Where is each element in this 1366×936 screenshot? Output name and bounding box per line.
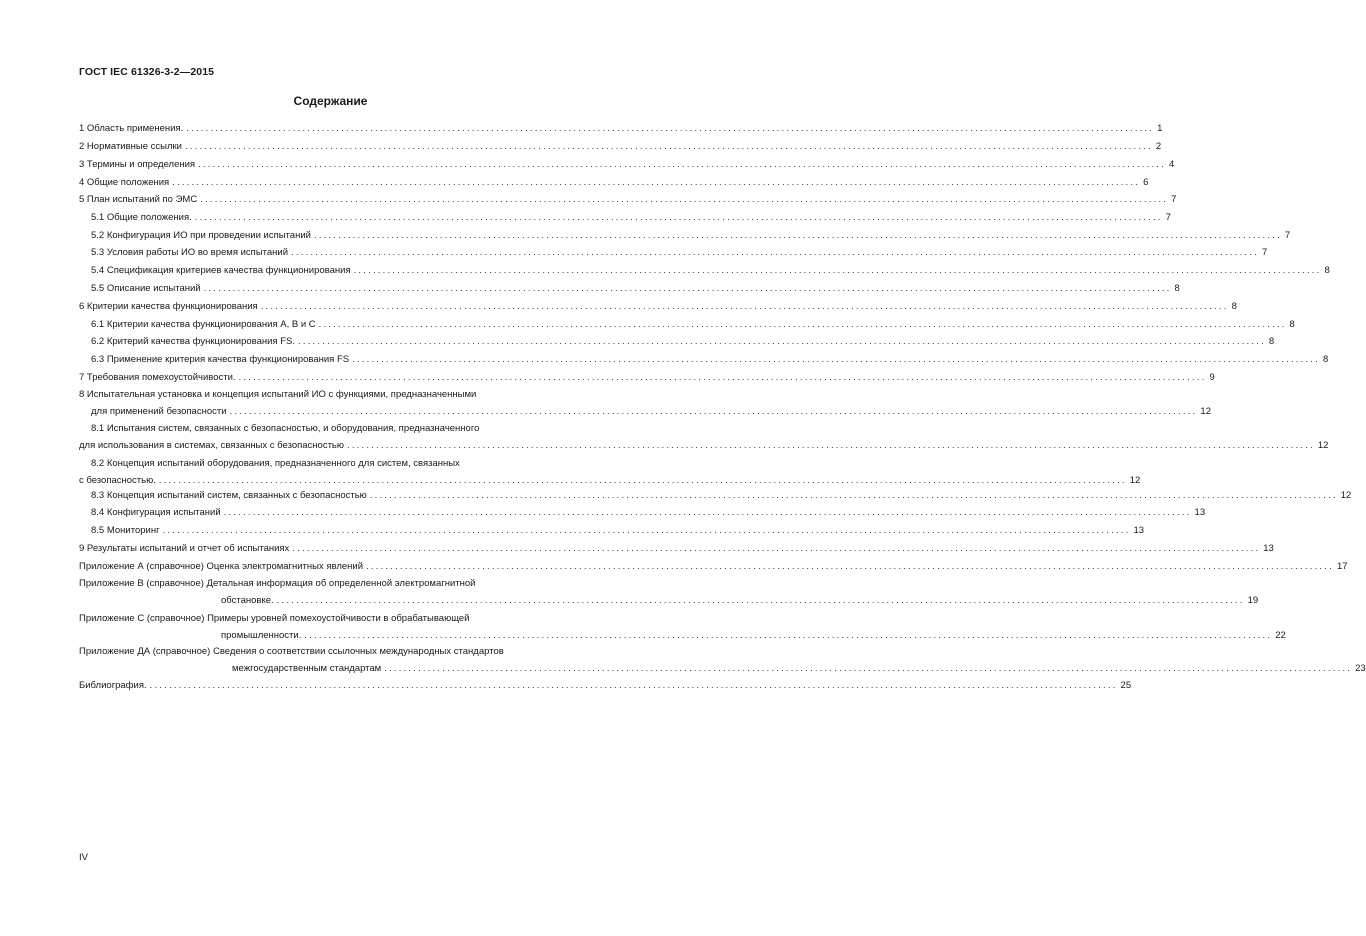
page-number: IV <box>79 852 88 863</box>
toc-page-number: 12 <box>1129 475 1141 486</box>
toc-page-number: 12 <box>1317 440 1329 451</box>
toc-leader-dots: ........................................................................................................................................................................................................ <box>347 440 1315 451</box>
toc-leader-dots: ........................................................................................................................................................................................................ <box>162 525 1131 536</box>
toc-leader-dots: ........................................................................................................................................................................................................ <box>223 507 1192 518</box>
toc-entry-title: 3 Термины и определения <box>79 159 196 170</box>
toc-entry-title: Приложение ДА (справочное) Сведения о соответствии ссылочных международных стандартов <box>79 646 504 657</box>
toc-entry-title: 5.2 Конфигурация ИО при проведении испытаний <box>91 230 311 241</box>
toc-entry-title: 5.1 Общие положения. <box>91 212 192 223</box>
toc-entry-title: 8.3 Концепция испытаний систем, связанных с безопасностью <box>91 490 367 501</box>
toc-page-number: 12 <box>1200 406 1211 417</box>
toc-leader-dots: ........................................................................................................................................................................................................ <box>292 543 1261 554</box>
toc-entry-title: 4 Общие положения <box>79 177 170 188</box>
toc-page-number: 2 <box>1155 141 1162 152</box>
document-code-header: ГОСТ IEC 61326-3-2—2015 <box>79 66 215 78</box>
toc-entry-title: межгосударственным стандартам <box>232 663 382 674</box>
toc-leader-dots: ........................................................................................................................................................................................................ <box>260 301 1229 312</box>
toc-leader-dots: ........................................................................................................................................................................................................ <box>149 680 1118 691</box>
toc-entry-title: 8.1 Испытания систем, связанных с безопасностью, и оборудования, предназначенного <box>91 423 480 434</box>
toc-leader-dots: ........................................................................................................................................................................................................ <box>353 265 1322 276</box>
toc-entry-title: обстановке. <box>221 595 274 606</box>
toc-page-number: 22 <box>1275 630 1286 641</box>
toc-entry-title: 6.1 Критерии качества функционирования А, В и С <box>91 319 316 330</box>
toc-page-number: 4 <box>1168 159 1175 170</box>
toc-entry-title: 8.5 Мониторинг <box>91 525 160 536</box>
toc-page-number: 8 <box>1268 336 1275 347</box>
toc-leader-dots: ........................................................................................................................................................................................................ <box>384 663 1353 674</box>
toc-leader-dots: ........................................................................................................................................................................................................ <box>366 561 1334 572</box>
toc-page-number: 19 <box>1247 595 1259 606</box>
toc-page-number: 12 <box>1340 490 1352 501</box>
toc-entry-title: для использования в системах, связанных с безопасностью <box>79 440 344 451</box>
toc-page-number: 25 <box>1120 680 1132 691</box>
toc-page-number: 7 <box>1171 194 1177 205</box>
toc-page-number: 1 <box>1157 123 1163 134</box>
toc-page-number: 7 <box>1261 247 1268 258</box>
toc-entry-title: 7 Требования помехоустойчивости. <box>79 372 236 383</box>
toc-entry-title: 9 Результаты испытаний и отчет об испытаниях <box>79 543 290 554</box>
toc-page-number: 13 <box>1133 525 1145 536</box>
toc-entry-title: 6 Критерии качества функционирования <box>79 301 258 312</box>
toc-entry-title: 8.4 Конфигурация испытаний <box>91 507 221 518</box>
toc-leader-dots: ........................................................................................................................................................................................................ <box>369 490 1338 501</box>
toc-page-number: 8 <box>1231 301 1237 312</box>
toc-leader-dots: ........................................................................................................................................................................................................ <box>352 354 1320 365</box>
toc-entry-title: с безопасностью. <box>79 475 156 486</box>
toc-entry-title: 5 План испытаний по ЭМС <box>79 194 198 205</box>
toc-entry-title: 2 Нормативные ссылки <box>79 141 182 152</box>
toc-page-number: 17 <box>1336 561 1348 572</box>
toc-entry-title: 5.3 Условия работы ИО во время испытаний <box>91 247 289 258</box>
toc-entry-title: 6.2 Критерий качества функционирования FS. <box>91 336 296 347</box>
toc-leader-dots: ........................................................................................................................................................................................................ <box>198 159 1166 170</box>
toc-entry-title: 1 Область применения. <box>79 123 184 134</box>
toc-leader-dots: ........................................................................................................................................................................................................ <box>229 406 1198 417</box>
toc-entry-title: Приложение А (справочное) Оценка электромагнитных явлений <box>79 561 364 572</box>
toc-leader-dots: ........................................................................................................................................................................................................ <box>276 595 1245 606</box>
toc-page-number: 13 <box>1263 543 1274 554</box>
toc-page-number: 7 <box>1165 212 1171 223</box>
toc-page-number: 8 <box>1322 354 1329 365</box>
toc-page-number: 6 <box>1143 177 1149 188</box>
toc-leader-dots: ........................................................................................................................................................................................................ <box>194 212 1163 223</box>
toc-leader-dots: ........................................................................................................................................................................................................ <box>203 283 1172 294</box>
toc-entry-title: 8 Испытательная установка и концепция испытаний ИО с функциями, предназначенными <box>79 389 477 400</box>
toc-page-number: 8 <box>1174 283 1180 294</box>
toc-leader-dots: ........................................................................................................................................................................................................ <box>158 475 1127 486</box>
toc-entry-title: Библиография. <box>79 680 147 691</box>
toc-leader-dots: ........................................................................................................................................................................................................ <box>304 630 1273 641</box>
toc-leader-dots: ........................................................................................................................................................................................................ <box>313 230 1282 241</box>
toc-leader-dots: ........................................................................................................................................................................................................ <box>318 319 1287 330</box>
toc-entry-title: Приложение С (справочное) Примеры уровней помехоустойчивости в обрабатывающей <box>79 613 470 624</box>
toc-leader-dots: ........................................................................................................................................................................................................ <box>291 247 1259 258</box>
toc-title: Содержание <box>293 94 368 108</box>
toc-entry-title: 8.2 Концепция испытаний оборудования, предназначенного для систем, связанных <box>91 458 460 469</box>
toc-page-number: 9 <box>1209 372 1215 383</box>
toc-leader-dots: ........................................................................................................................................................................................................ <box>238 372 1207 383</box>
toc-leader-dots: ........................................................................................................................................................................................................ <box>172 177 1141 188</box>
toc-leader-dots: ........................................................................................................................................................................................................ <box>200 194 1169 205</box>
toc-page-number: 23 <box>1355 663 1366 674</box>
toc-page-number: 8 <box>1324 265 1330 276</box>
toc-leader-dots: ........................................................................................................................................................................................................ <box>185 141 1153 152</box>
toc-entry-title: для применений безопасности <box>91 406 227 417</box>
toc-page-number: 13 <box>1194 507 1206 518</box>
toc-entry-title: промышленности. <box>221 630 302 641</box>
toc-entry-title: 5.4 Спецификация критериев качества функционирования <box>91 265 351 276</box>
toc-entry-title: 5.5 Описание испытаний <box>91 283 201 294</box>
toc-entry-title: 6.3 Применение критерия качества функционирования FS <box>91 354 350 365</box>
toc-page-number: 8 <box>1289 319 1295 330</box>
toc-leader-dots: ........................................................................................................................................................................................................ <box>298 336 1266 347</box>
toc-page-number: 7 <box>1284 230 1291 241</box>
toc-leader-dots: ........................................................................................................................................................................................................ <box>186 123 1155 134</box>
toc-entry-title: Приложение В (справочное) Детальная информация об определенной электромагнитной <box>79 578 476 589</box>
